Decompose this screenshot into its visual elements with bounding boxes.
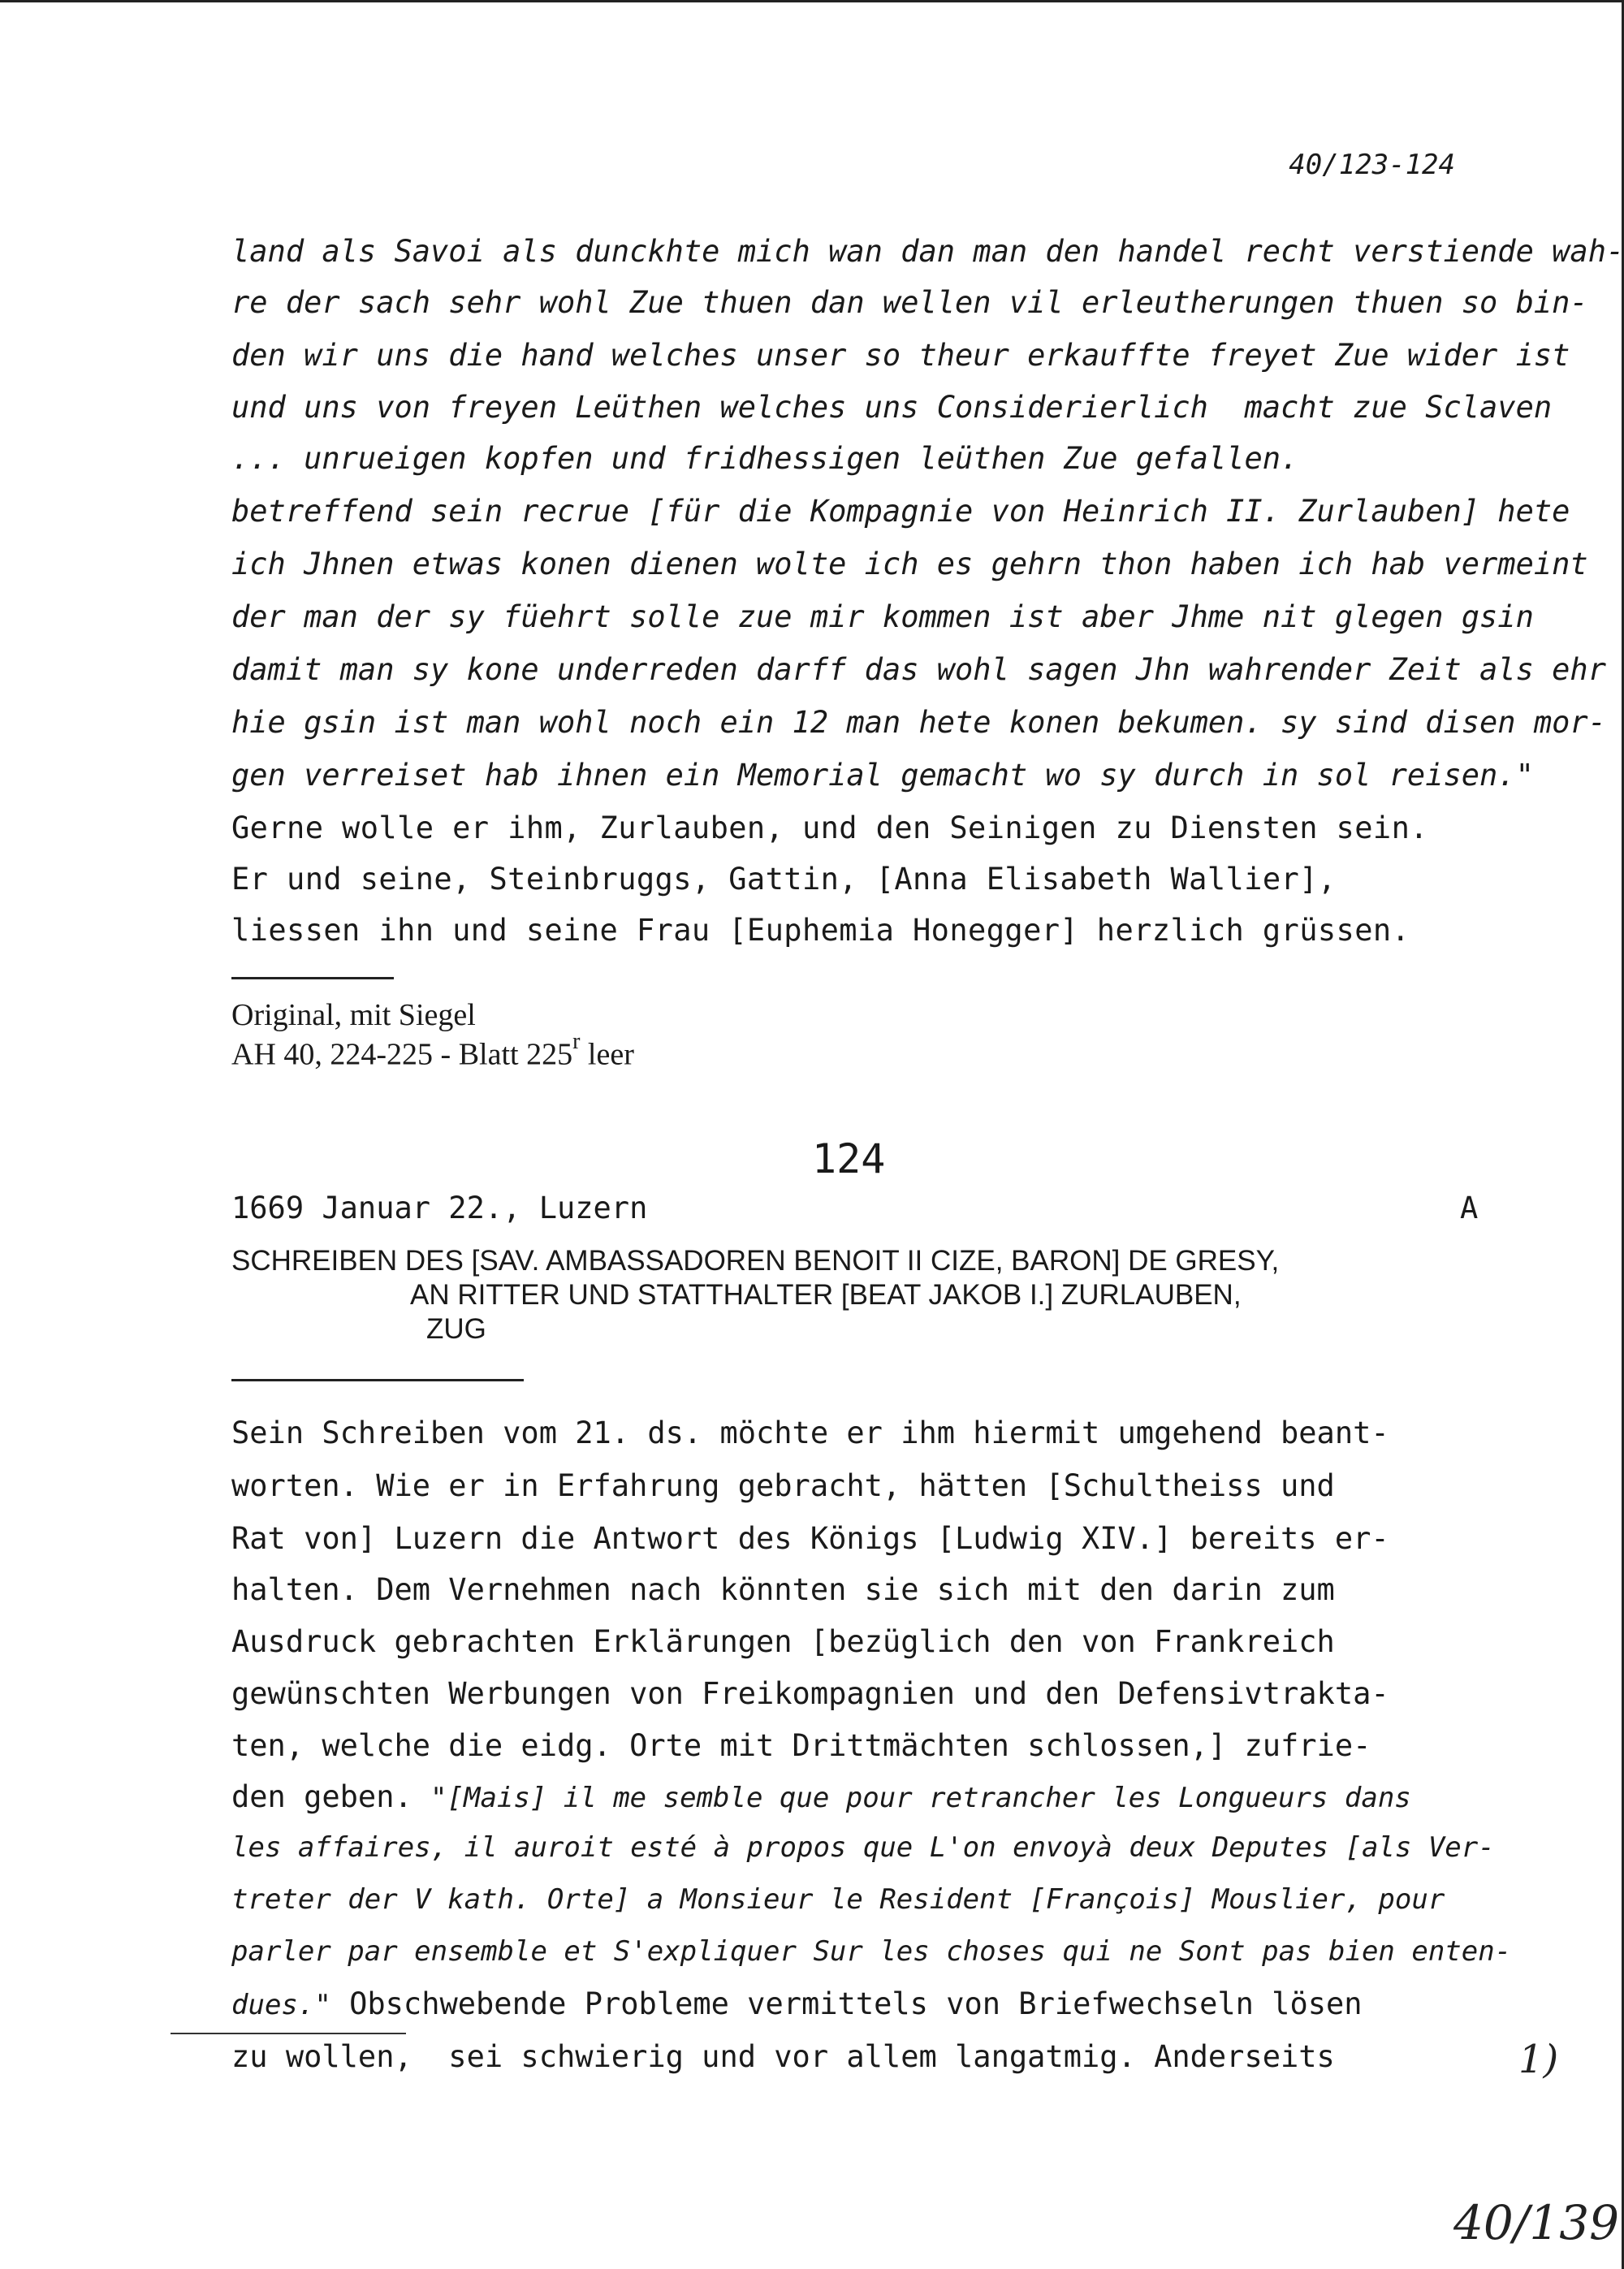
heading-line: AN RITTER UND STATTHALTER [BEAT JAKOB I.] ZURLAUBEN, — [410, 1279, 1242, 1311]
body-line: zu wollen, sei schwierig und vor allem langatmig. Anderseits — [231, 2039, 1335, 2074]
folio-superscript: r — [572, 1029, 581, 1054]
body-line: Ausdruck gebrachten Erklärungen [bezüglich den von Frankreich — [231, 1624, 1335, 1659]
heading-line: ZUG — [426, 1313, 486, 1345]
quote-line: der man der sy füehrt solle zue mir kommen ist aber Jhme nit glegen gsin — [231, 599, 1534, 634]
french-quote-line: les affaires, il auroit esté à propos que L'on envoyà deux Deputes [als Ver- — [231, 1831, 1495, 1864]
quote-line: ... unrueigen kopfen und fridhessigen leüthen Zue gefallen. — [231, 441, 1299, 476]
quote-line: damit man sy kone underreden darff das wohl sagen Jhn wahrender Zeit als ehr — [231, 652, 1606, 687]
archive-note-tail: leer — [580, 1037, 634, 1072]
quote-line: land als Savoi als dunckhte mich wan dan man den handel recht verstiende wah- — [231, 234, 1624, 269]
body-line: Rat von] Luzern die Antwort des Königs [Ludwig XIV.] bereits er- — [231, 1521, 1389, 1556]
quote-line: ich Jhnen etwas konen dienen wolte ich es gehrn thon haben ich hab vermeint — [231, 547, 1588, 581]
summary-line: liessen ihn und seine Frau [Euphemia Honegger] herzlich grüssen. — [231, 913, 1410, 948]
reference-number: 40/123-124 — [1289, 149, 1455, 181]
footnote-mark: 1) — [1518, 2037, 1559, 2082]
summary-line: Gerne wolle er ihm, Zurlauben, und den Seinigen zu Diensten sein. — [231, 810, 1428, 845]
quote-line: gen verreiset hab ihnen ein Memorial gemacht wo sy durch in sol reisen." — [231, 758, 1534, 793]
quote-line: den wir uns die hand welches unser so theur erkauffte freyet Zue wider ist — [231, 338, 1570, 373]
source-note: Original, mit Siegel — [231, 998, 476, 1032]
body-line: Sein Schreiben vom 21. ds. möchte er ihm hiermit umgehend beant- — [231, 1415, 1389, 1450]
body-line: halten. Dem Vernehmen nach könnten sie sich mit den darin zum — [231, 1572, 1335, 1607]
french-quote-end: dues." — [231, 1989, 331, 2021]
handwritten-folio: 40/139 — [1453, 2195, 1620, 2250]
date-place: 1669 Januar 22., Luzern — [231, 1191, 648, 1225]
quote-line: und uns von freyen Leüthen welches uns Considerierlich macht zue Sclaven — [231, 390, 1553, 425]
quote-line: betreffend sein recrue [für die Kompagnie von Heinrich II. Zurlauben] hete — [231, 494, 1570, 529]
summary-line: Er und seine, Steinbruggs, Gattin, [Anna Elisabeth Wallier], — [231, 862, 1337, 897]
body-text: Obschwebende Probleme vermittels von Briefwechseln lösen — [330, 1986, 1363, 2021]
body-line: gewünschten Werbungen von Freikompagnien und den Defensivtrakta- — [231, 1676, 1389, 1711]
body-line — [231, 1986, 1363, 2021]
heading-line: SCHREIBEN DES [SAV. AMBASSADOREN BENOIT II CIZE, BARON] DE GRESY, — [231, 1245, 1280, 1277]
body-line: ten, welche die eidg. Orte mit Drittmächten schlossen,] zufrie- — [231, 1728, 1371, 1763]
body-line — [231, 1779, 1411, 1814]
quote-line: re der sach sehr wohl Zue thuen dan wellen vil erleutherungen thuen so bin- — [231, 285, 1588, 320]
document-number: 124 — [812, 1135, 886, 1182]
body-line: worten. Wie er in Erfahrung gebracht, hätten [Schultheiss und — [231, 1468, 1335, 1503]
separator-rule — [231, 977, 394, 979]
french-quote-line: treter der V kath. Orte] a Monsieur le Resident [François] Mouslier, pour — [231, 1883, 1445, 1916]
french-quote: "[Mais] il me semble que pour retrancher les Longueurs dans — [430, 1782, 1411, 1814]
body-text: den geben. — [231, 1779, 431, 1814]
letter-marker: A — [1460, 1191, 1479, 1225]
french-quote-line: parler par ensemble et S'expliquer Sur les choses qui ne Sont pas bien enten- — [231, 1935, 1512, 1968]
archive-note — [231, 1029, 634, 1073]
quote-line: hie gsin ist man wohl noch ein 12 man hete konen bekumen. sy sind disen mor- — [231, 705, 1606, 740]
archive-note-text: AH 40, 224-225 - Blatt 225 — [231, 1037, 573, 1072]
handwritten-underline — [171, 2033, 406, 2034]
separator-rule — [231, 1379, 524, 1381]
